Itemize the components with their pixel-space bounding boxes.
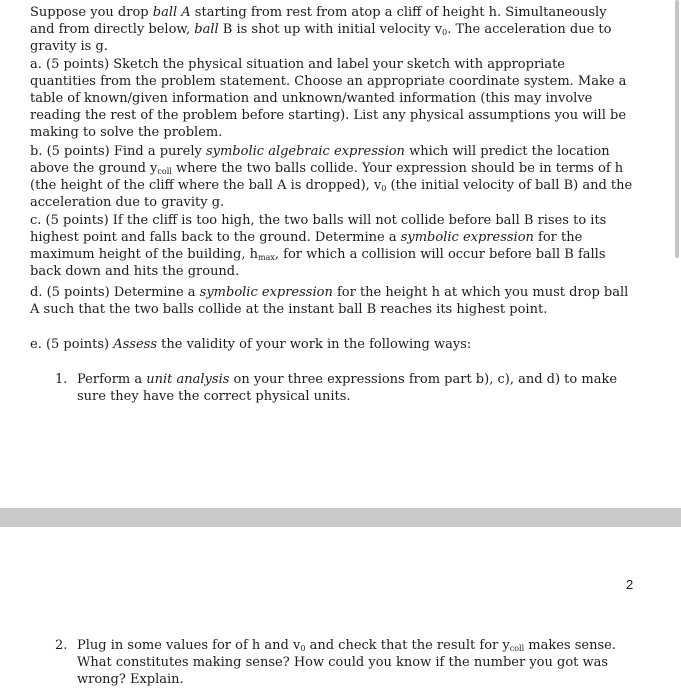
- ball-emphasis: ball: [194, 22, 219, 37]
- intro-text-1: Suppose you drop: [30, 5, 153, 20]
- intro-text-4: . The acceleration due to gravity is g.: [30, 22, 612, 54]
- part-d-paragraph: [30, 284, 634, 318]
- v0-subscript: 0: [442, 28, 448, 37]
- page-break-divider: [0, 508, 681, 527]
- part-b-text-3: where the two balls collide. Your expression should be in terms of h (the height of the cliff where the ball A is dropped), v: [30, 161, 624, 193]
- part-c-paragraph: [30, 212, 634, 280]
- part-e-text-1: e. (5 points): [30, 337, 114, 352]
- list-item-1-body: [77, 371, 630, 405]
- item2-text-3: makes sense. What constitutes making sense? How could you know if the number you got was wrong? Explain.: [77, 638, 616, 687]
- page-number: 2: [626, 577, 634, 592]
- part-b-text-4: (the initial velocity of ball B) and the acceleration due to gravity g.: [30, 178, 633, 210]
- list-item-2: [55, 637, 630, 688]
- v0-subscript-b: 0: [381, 184, 387, 193]
- ycoll-subscript: coll: [157, 167, 172, 176]
- item1-text-1: Perform a: [77, 372, 147, 387]
- symbolic-expression-emphasis-d: symbolic expression: [199, 285, 333, 300]
- scrollbar-thumb[interactable]: [675, 0, 679, 258]
- part-b-text-1: b. (5 points) Find a purely: [30, 144, 206, 159]
- item2-text-1: Plug in some values for of h and v: [77, 638, 301, 653]
- part-c-text-3: , for which a collision will occur before ball B falls back down and hits the ground.: [30, 247, 606, 279]
- item2-text-2: and check that the result for y: [305, 638, 510, 653]
- v0-subscript-2: 0: [300, 644, 306, 653]
- intro-text-3: B is shot up with initial velocity v: [218, 22, 443, 37]
- list-item-2-body: [77, 637, 630, 688]
- part-d-text-1: d. (5 points) Determine a: [30, 285, 200, 300]
- part-d-text-2: for the height h at which you must drop ball A such that the two balls collide at the instant ball B reaches its highest point.: [30, 285, 629, 317]
- part-c-text-2: for the maximum height of the building, h: [30, 230, 583, 262]
- symbolic-expression-emphasis-c: symbolic expression: [400, 230, 534, 245]
- part-e-paragraph: [30, 336, 634, 353]
- part-b-paragraph: [30, 143, 634, 211]
- part-c-text-1: c. (5 points) If the cliff is too high, the two balls will not collide before ball B rises to its highest point and falls back to the ground. Determine a: [30, 213, 607, 245]
- symbolic-algebraic-emphasis: symbolic algebraic expression: [205, 144, 405, 159]
- part-b-text-2: which will predict the location above the ground y: [30, 144, 610, 176]
- ball-a-emphasis: ball A: [152, 5, 191, 20]
- list-item-1-number: 1.: [55, 372, 68, 387]
- assess-emphasis: Assess: [113, 337, 157, 352]
- ycoll-subscript-2: coll: [509, 644, 525, 653]
- part-a-text: a. (5 points) Sketch the physical situation and label your sketch with appropriate quantities from the problem statement. Choose an appropriate coordinate system. Make a table of known/given information and unknown/wanted information (this may involve reading the rest of the problem before starting). List any physical assumptions you will be making to solve the problem.: [30, 57, 627, 140]
- intro-paragraph: [30, 4, 634, 55]
- unit-analysis-emphasis: unit analysis: [146, 372, 230, 387]
- list-item-1: [55, 371, 630, 405]
- part-a-paragraph: [30, 56, 634, 141]
- list-item-2-number: 2.: [55, 638, 68, 653]
- intro-text-2: starting from rest from atop a cliff of height h. Simultaneously and from directly below,: [30, 5, 607, 37]
- hmax-subscript: max: [258, 253, 275, 262]
- item1-text-2: on your three expressions from part b), c), and d) to make sure they have the correct physical units.: [77, 372, 618, 404]
- part-e-text-2: the validity of your work in the following ways:: [157, 337, 472, 352]
